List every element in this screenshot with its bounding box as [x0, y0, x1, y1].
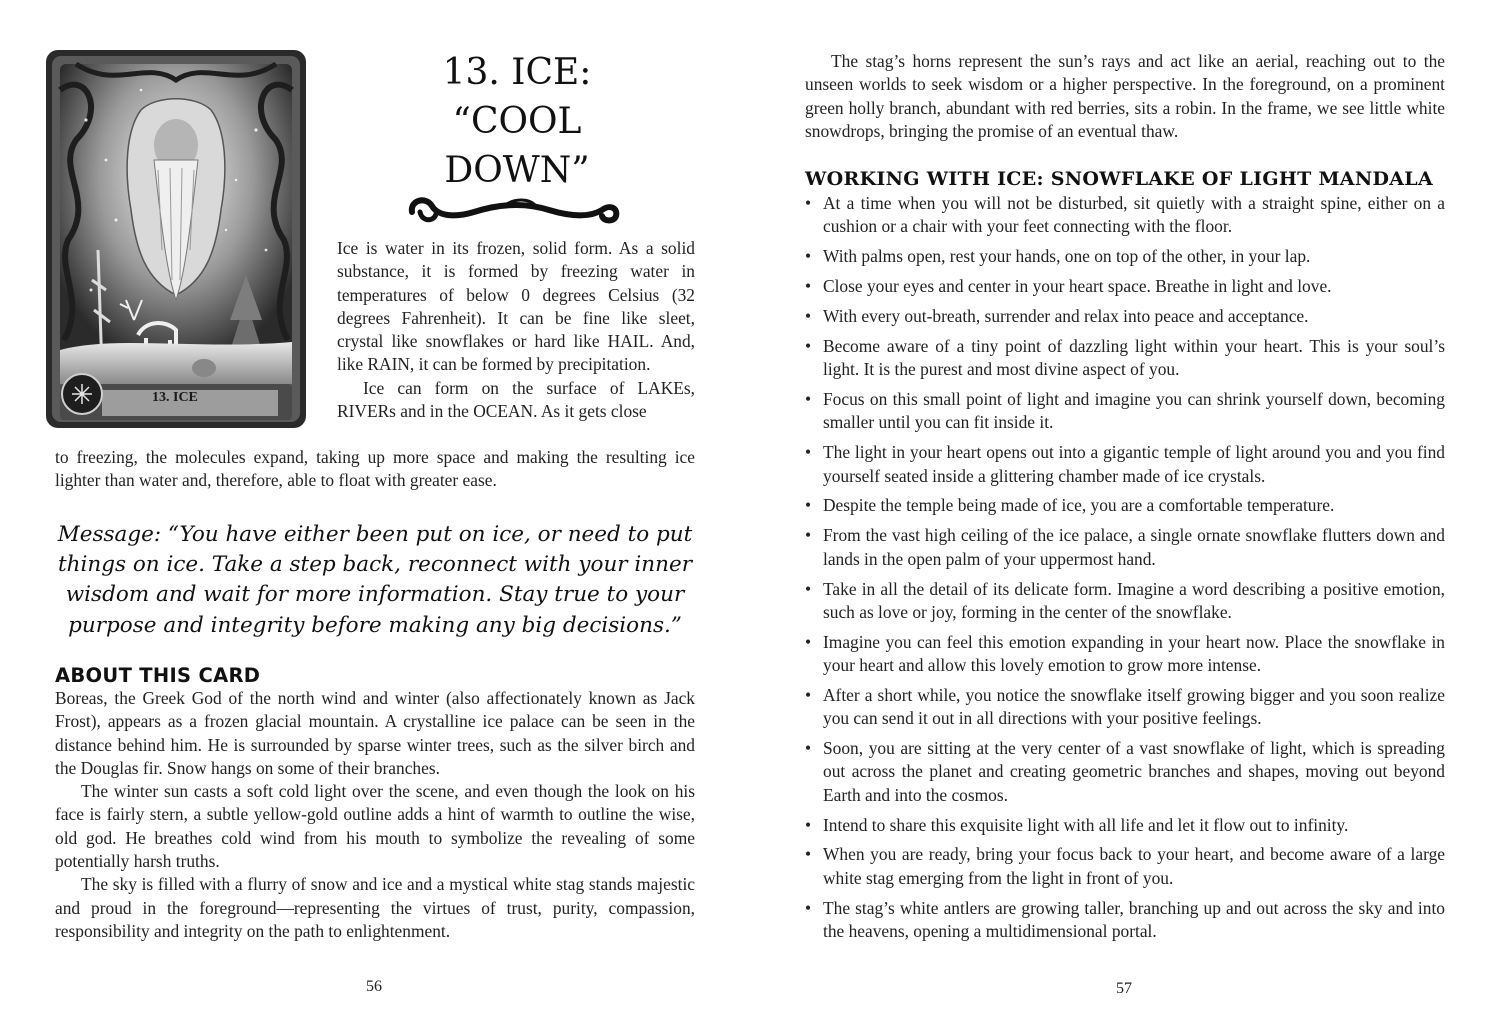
page-number: 56: [366, 978, 382, 995]
intro-text-column: [337, 237, 695, 423]
list-item: • Intend to share this exquisite light with all life and let it flow out to infinity.: [805, 814, 1445, 837]
list-item: • Imagine you can feel this emotion expanding in your heart now. Place the snowflake in your heart and allow this lovely emotion to grow more intense.: [805, 631, 1445, 678]
winter-god-card-icon: [46, 50, 306, 428]
list-item: • When you are ready, bring your focus back to your heart, and become aware of a large white stag emerging from the light in front of you.: [805, 843, 1445, 890]
second-paragraph-continuation: to freezing, the molecules expand, taking up more space and making the resulting ice lighter than water and, therefore, able to float with greater ease.: [55, 447, 695, 491]
ice-card-illustration: [46, 50, 306, 428]
meditation-steps-list: [805, 192, 1445, 943]
opening-paragraph: The stag’s horns represent the sun’s rays and act like an aerial, reaching out to the unseen worlds to seek wisdom or a higher perspective. In the foreground, on a prominent green holly branch, abundant with red berries, sits a robin. In the frame, we see little white snowdrops, bringing the promise of an eventual thaw.: [805, 51, 1445, 141]
about-paragraph: The winter sun casts a soft cold light over the scene, and even though the look on his face is fairly stern, a subtle yellow-gold outline adds a hint of warmth to outline the wise, old god. He breathes cold wind from his mouth to symbolize the revealing of some potentially harsh truths.: [55, 781, 695, 872]
flourish-ornament-icon: [404, 192, 624, 226]
intro-paragraph: Ice is water in its frozen, solid form. As a solid substance, it is formed by freezing water in temperatures of below 0 degrees Celsius (32 degrees Fahrenheit). It can be fine like sleet, crystal like snowflakes or hard like HAIL. And, like RAIN, it can be formed by precipitation.: [337, 238, 695, 375]
list-item: • The light in your heart opens out into a gigantic temple of light around you and you find yourself seated inside a glittering chamber made of ice crystals.: [805, 441, 1445, 488]
card-label: 13. ICE: [152, 390, 198, 405]
list-item: • The stag’s white antlers are growing taller, branching up and out across the sky and into the heavens, opening a multidimensional portal.: [805, 897, 1445, 944]
list-item: • Despite the temple being made of ice, you are a comfortable temperature.: [805, 494, 1445, 517]
title-line: “COOL: [452, 101, 582, 142]
about-heading: ABOUT THIS CARD: [55, 664, 261, 687]
card-title: [372, 48, 662, 195]
working-section: [805, 168, 1445, 950]
list-item: • Take in all the detail of its delicate form. Imagine a word describing a positive emotion, such as love or joy, forming in the center of the snowflake.: [805, 578, 1445, 625]
list-item: • Focus on this small point of light and imagine you can shrink yourself down, becoming smaller until you can fit inside it.: [805, 388, 1445, 435]
list-item: • Become aware of a tiny point of dazzling light within your heart. This is your soul’s light. It is the purest and most divine aspect of you.: [805, 335, 1445, 382]
list-item: • From the vast high ceiling of the ice palace, a single ornate snowflake flutters down and lands in the open palm of your uppermost hand.: [805, 524, 1445, 571]
working-heading: WORKING WITH ICE: SNOWFLAKE OF LIGHT MANDALA: [805, 168, 1434, 190]
about-paragraph: The sky is filled with a flurry of snow and ice and a mystical white stag stands majestic and proud in the foreground—representing the virtues of trust, purity, compassion, responsibility and integrity on the path to enlightenment.: [55, 874, 695, 941]
opening-paragraph-block: [805, 50, 1445, 143]
second-paragraph-start: Ice can form on the surface of LAKEs, RIVERs and in the OCEAN. As it gets close: [337, 377, 695, 422]
title-line: DOWN”: [444, 150, 590, 191]
list-item: • With palms open, rest your hands, one on top of the other, in your lap.: [805, 245, 1445, 268]
list-item: • After a short while, you notice the snowflake itself growing bigger and you soon realize you can send it out in all directions with your positive feelings.: [805, 684, 1445, 731]
about-paragraph: Boreas, the Greek God of the north wind and winter (also affectionately known as Jack Frost), appears as a frozen glacial mountain. A crystalline ice palace can be seen in the distance behind him. He is surrounded by sparse winter trees, such as the silver birch and the Douglas fir. Snow hangs on some of their branches.: [55, 688, 695, 778]
page-number: 57: [1116, 980, 1132, 997]
second-paragraph-continuation-block: [55, 446, 695, 493]
list-item: • At a time when you will not be disturbed, sit quietly with a straight spine, either on a cushion or a chair with your feet connecting with the floor.: [805, 192, 1445, 239]
list-item: • With every out-breath, surrender and relax into peace and acceptance.: [805, 305, 1445, 328]
right-page: [750, 0, 1500, 1035]
list-item: • Soon, you are sitting at the very center of a vast snowflake of light, which is spreading out across the planet and creating geometric branches and shapes, moving out beyond Earth and into the cosmos.: [805, 737, 1445, 807]
list-item: • Close your eyes and center in your heart space. Breathe in light and love.: [805, 275, 1445, 298]
about-section: [55, 664, 695, 943]
card-message: Message: “You have either been put on ice, or need to put things on ice. Take a step back, reconnect with your inner wisdom and wait for more information. Stay true to your purpose and integrity before making any big decisions.”: [57, 522, 693, 638]
title-line: 13. ICE:: [442, 52, 592, 93]
